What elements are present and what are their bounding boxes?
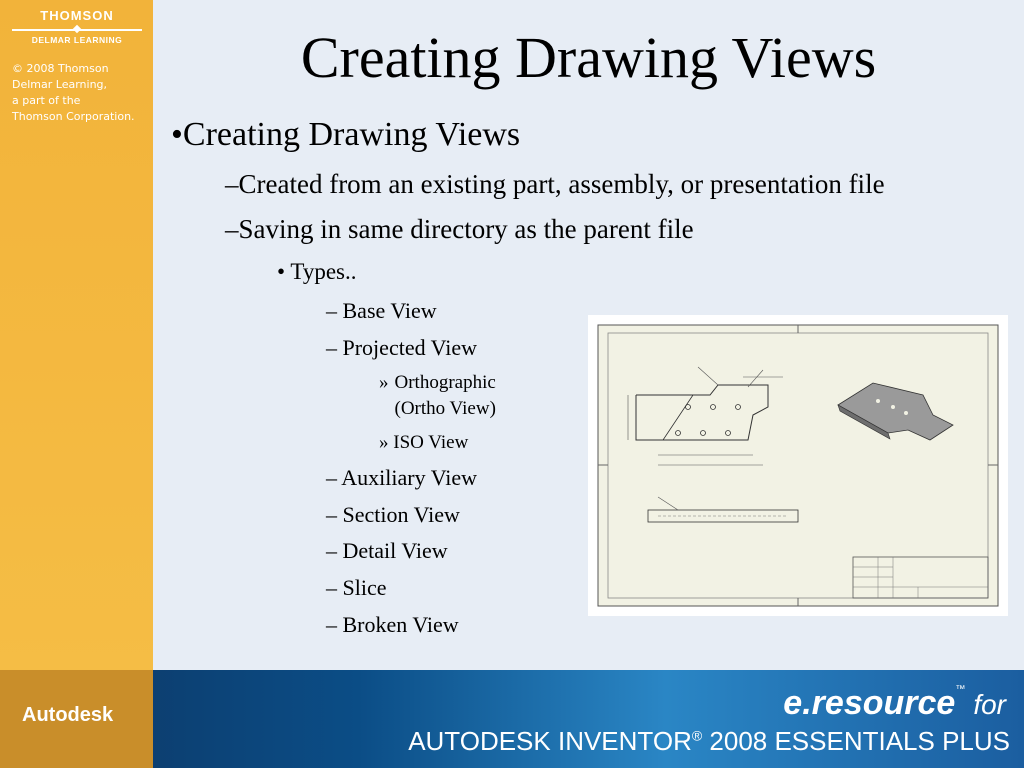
bullet-marker: – (326, 575, 337, 600)
bullet-text: Orthographic (Ortho View) (394, 372, 496, 419)
bullet-item (326, 465, 477, 491)
bullet-marker: • (277, 259, 286, 284)
thomson-diamond-icon (73, 25, 81, 33)
bullet-item (277, 259, 357, 285)
bullet-text: Projected View (342, 335, 478, 360)
publisher-bottom: DELMAR LEARNING (31, 35, 123, 45)
bullet-marker: – (326, 335, 337, 360)
copyright-line: Delmar Learning, (12, 78, 108, 91)
bullet-text: ISO View (393, 432, 469, 453)
bullet-marker: – (326, 612, 337, 637)
slide-title: Creating Drawing Views (300, 25, 877, 90)
logo-rule (12, 29, 142, 31)
eresource-word: resource (811, 684, 956, 722)
bullet-marker: – (326, 502, 337, 527)
publisher-top: THOMSON (40, 8, 114, 23)
bullet-marker: – (225, 214, 239, 244)
product-suffix: 2008 ESSENTIALS PLUS (702, 726, 1010, 756)
bullet-marker: – (326, 538, 337, 563)
eresource-logo: e.resource™ for (783, 684, 1006, 722)
bullet-item (326, 335, 477, 361)
bullet-item (326, 502, 460, 528)
registered-mark: ® (691, 727, 703, 744)
bullet-text: Detail View (342, 538, 448, 563)
bullet-text: Section View (342, 502, 460, 527)
bullet-marker: – (225, 169, 239, 199)
autodesk-logo: Autodesk (22, 704, 114, 726)
trademark: ™ (955, 684, 966, 695)
bullet-marker: • (171, 116, 183, 153)
footer-left-panel (0, 670, 153, 768)
bullet-text: Slice (342, 575, 387, 600)
eresource-e: e (783, 684, 803, 722)
bullet-marker: » (379, 372, 389, 393)
bullet-text: Creating Drawing Views (182, 116, 521, 153)
bullet-item (379, 430, 468, 456)
bullet-item (225, 214, 694, 245)
footer-banner (0, 670, 1024, 768)
bullet-item (225, 169, 885, 200)
publisher-logo (8, 8, 146, 125)
bullet-text: Base View (342, 298, 437, 323)
bullet-item (326, 612, 459, 638)
copyright-block (12, 61, 146, 125)
bullet-text: Broken View (342, 612, 459, 637)
engineering-drawing-image (588, 315, 1008, 616)
eresource-for: for (973, 689, 1006, 720)
bullet-item (326, 575, 387, 601)
copyright-line: © 2008 Thomson (12, 62, 109, 75)
copyright-line: Thomson Corporation. (12, 110, 135, 123)
sidebar (0, 0, 153, 670)
bullet-marker: – (326, 465, 337, 490)
bullet-text: Created from an existing part, assembly, or presentation file (238, 169, 885, 199)
bullet-item (379, 370, 525, 422)
bullet-item (326, 538, 448, 564)
bullet-marker: – (326, 298, 337, 323)
product-title: AUTODESK INVENTOR (408, 726, 692, 756)
bullet-marker: » (379, 432, 389, 453)
drawing-svg (588, 315, 1008, 616)
bullet-item (171, 116, 520, 154)
copyright-line: a part of the (12, 94, 81, 107)
product-name (408, 726, 1010, 757)
bullet-text: Auxiliary View (341, 465, 478, 490)
bullet-text: Saving in same directory as the parent file (238, 214, 694, 244)
bullet-text: Types.. (290, 259, 357, 284)
bullet-item (326, 298, 437, 324)
